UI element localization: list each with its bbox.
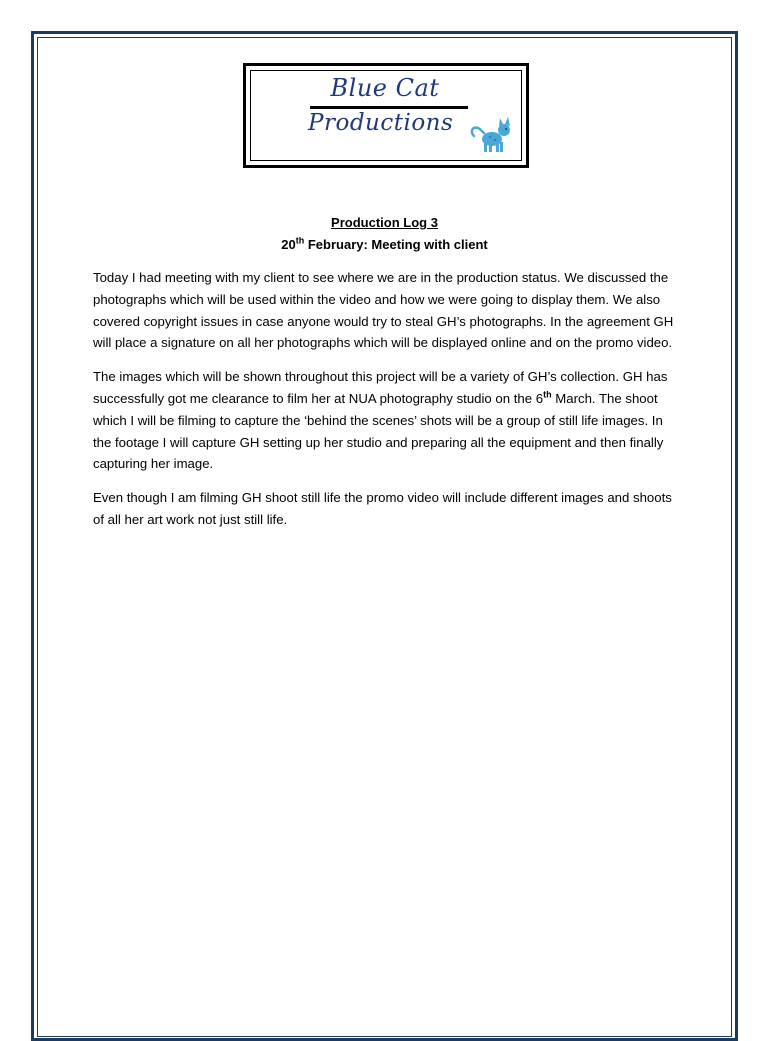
paragraph-2 [93, 366, 683, 475]
paragraph-2-start: The images which will be shown throughout this project will be a variety of GH’s collection. GH has successfully got me clearance to film her at NUA photography studio on the 6 [93, 369, 668, 406]
date-day: 20 [281, 237, 296, 252]
logo-rule [310, 106, 468, 109]
logo [243, 63, 529, 168]
blue-cat-icon [470, 116, 514, 156]
logo-title-line1: Blue Cat [330, 74, 440, 102]
date-suffix: th [295, 235, 305, 246]
log-body [93, 267, 683, 543]
date-rest: February: Meeting with client [304, 237, 488, 252]
log-date-heading [37, 234, 732, 256]
paragraph-1: Today I had meeting with my client to see where we are in the production status. We discussed the photographs which will be used within the video and how we were going to display them. We also covered copyright issues in case anyone would try to steal GH’s photographs. In the agreement GH will place a signature on all her photographs which will be displayed online and on the promo video. [93, 270, 674, 351]
paragraph-3: Even though I am filming GH shoot still life the promo video will include different images and shoots of all her art work not just still life. [93, 490, 672, 527]
paragraph-2-end: March. The shoot which I will be filming to capture the ‘behind the scenes’ shots will be a group of still life images. In the footage I will capture GH setting up her studio and preparing all the equipment and then finally capturing her image. [93, 390, 664, 472]
page-title: Production Log 3 [331, 215, 438, 230]
paragraph-2-suffix: th [543, 389, 552, 400]
logo-title-line2: Productions [308, 110, 454, 136]
log-title [37, 212, 732, 256]
